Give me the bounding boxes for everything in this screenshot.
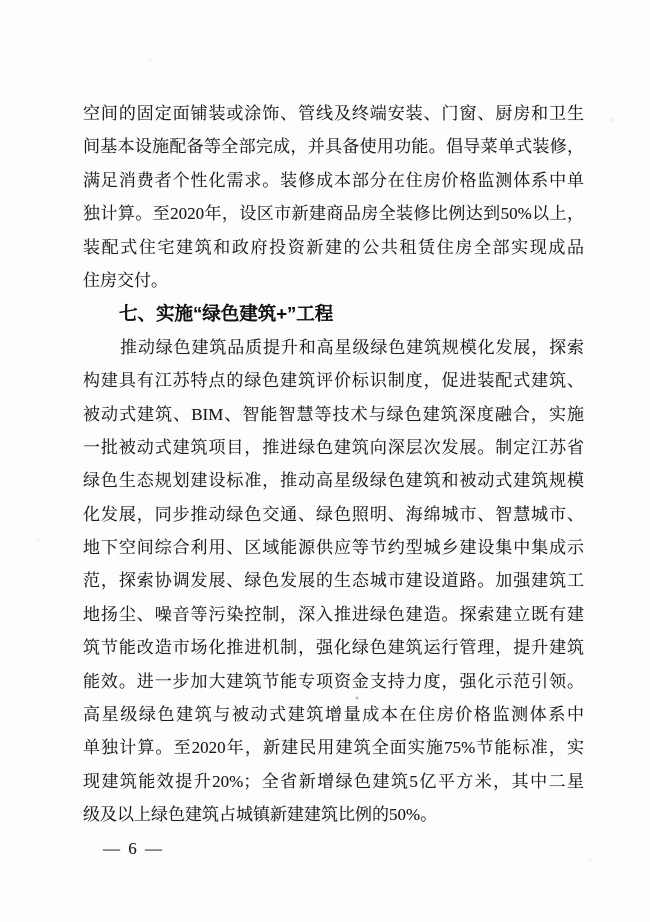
page-body	[83, 97, 584, 832]
text-line: 筑节能改造市场化推进机制，强化绿色建筑运行管理，提升建筑	[83, 638, 584, 658]
text-line: 能效。进一步加大建筑节能专项资金支持力度，强化示范引领。	[83, 671, 584, 691]
text-line: 装配式住宅建筑和政府投资新建的公共租赁住房全部实现成品	[83, 237, 584, 257]
text-line: 空间的固定面铺装或涂饰、管线及终端安装、门窗、厨房和卫生	[83, 104, 584, 123]
text-line: 被动式建筑、BIM、智能智慧等技术与绿色建筑深度融合，实施	[83, 404, 584, 424]
text-line: 一批被动式建筑项目，推进绿色建筑向深层次发展。制定江苏省	[83, 437, 584, 457]
text-line: 满足消费者个性化需求。装修成本部分在住房价格监测体系中单	[83, 170, 584, 190]
section-heading: 七、实施“绿色建筑+”工程	[119, 303, 334, 325]
text-line: 间基本设施配备等全部完成，并具备使用功能。倡导菜单式装修，	[83, 137, 584, 157]
text-line: 单独计算。至2020年，新建民用建筑全面实施75%节能标准，实	[83, 738, 584, 758]
page-number: — 6 —	[103, 839, 164, 858]
text-line: 推动绿色建筑品质提升和高星级绿色建筑规模化发展，探索	[120, 337, 584, 357]
text-line: 范，探索协调发展、绿色发展的生态城市建设道路。加强建筑工	[83, 571, 584, 591]
text-line: 绿色生态规划建设标准，推动高星级绿色建筑和被动式建筑规模	[83, 471, 584, 491]
text-line: 级及以上绿色建筑占城镇新建建筑比例的50%。	[83, 805, 438, 825]
text-line: 高星级绿色建筑与被动式建筑增量成本在住房价格监测体系中	[83, 705, 584, 725]
text-line: 地扬尘、噪音等污染控制，深入推进绿色建造。探索建立既有建	[83, 604, 584, 624]
text-line: 现建筑能效提升20%；全省新增绿色建筑5亿平方米，其中二星	[83, 771, 584, 791]
text-line: 地下空间综合利用、区域能源供应等节约型城乡建设集中集成示	[83, 538, 584, 558]
text-line: 化发展，同步推动绿色交通、绿色照明、海绵城市、智慧城市、	[83, 504, 584, 524]
text-line: 构建具有江苏特点的绿色建筑评价标识制度，促进装配式建筑、	[83, 371, 584, 391]
text-line: 独计算。至2020年，设区市新建商品房全装修比例达到50%以上，	[83, 204, 584, 224]
text-line: 住房交付。	[83, 270, 168, 290]
